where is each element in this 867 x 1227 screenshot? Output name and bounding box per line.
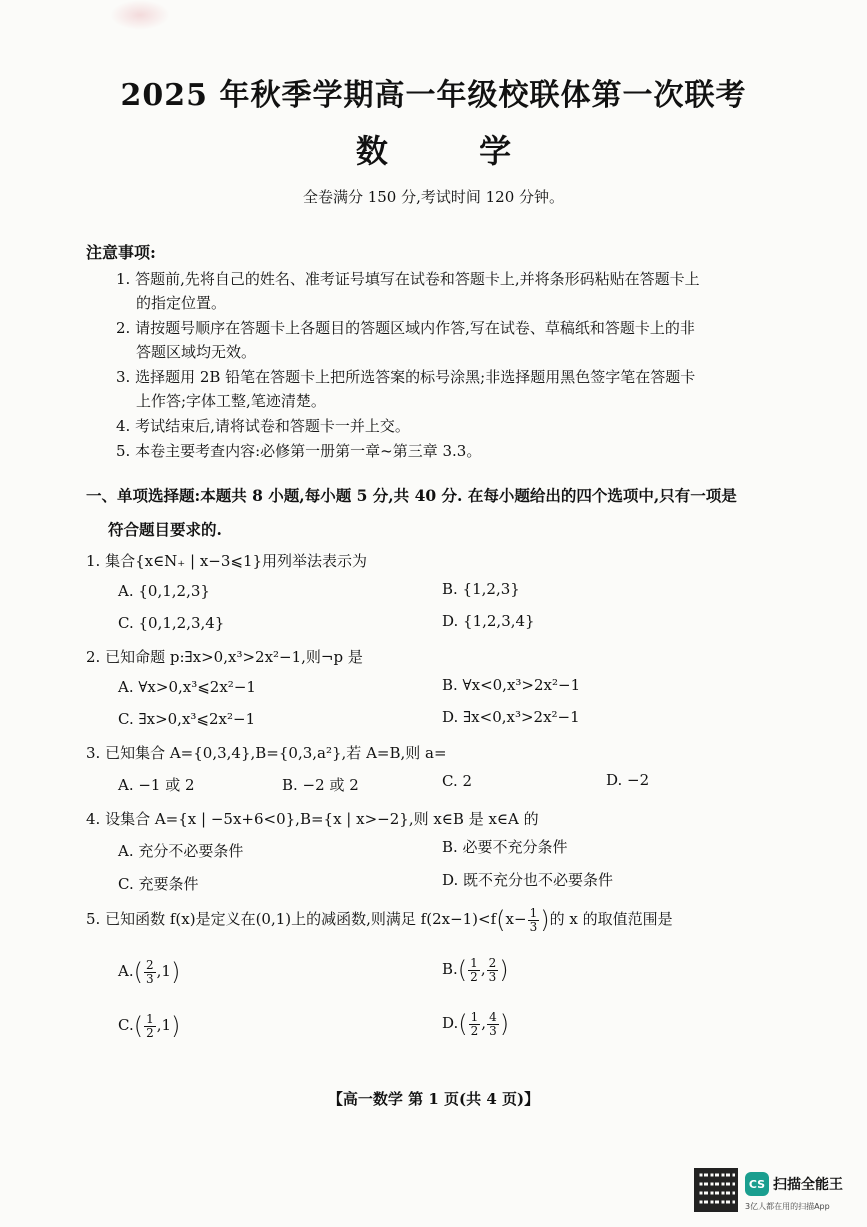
exam-info: 全卷满分 150 分,考试时间 120 分钟。 [302,188,565,206]
paren-open: ( [458,1010,468,1038]
notice-line: 上作答;字体工整,笔迹清楚。 [136,392,326,410]
scanner-tagline: 3亿人都在用的扫描App [745,1202,830,1211]
q1-option-b: B. {1,2,3} [442,580,520,598]
q5-stem-end: 的 x 的取值范围是 [549,910,673,928]
q4-option-d: D. 既不充分也不必要条件 [442,871,614,889]
notice-line: 答题区域均无效。 [136,343,257,361]
fraction-denominator: 2 [146,1025,154,1040]
notice-line: 5. 本卷主要考查内容:必修第一册第一章~第三章 3.3。 [116,442,482,460]
option-rest: ,1 [156,962,171,980]
fraction [144,959,156,986]
fraction-numerator: 1 [470,955,478,970]
paren-close: ) [499,956,509,984]
fraction [469,1011,481,1038]
q3-option-a: A. −1 或 2 [118,776,195,794]
question-1-stem: 1. 集合{x∈N₊ | x−3⩽1}用列举法表示为 [86,552,368,570]
fraction-denominator: 3 [145,971,154,986]
fraction [528,907,540,934]
scanner-app-name: 扫描全能王 [773,1177,843,1193]
q2-option-a: A. ∀x>0,x³⩽2x²−1 [118,678,256,696]
paren-open: ( [133,1012,144,1040]
qr-code-icon [694,1168,738,1212]
notice-line: 的指定位置。 [136,294,227,312]
fraction [487,1011,499,1038]
section-heading-cont: 符合题目要求的. [108,520,222,539]
question-3-stem: 3. 已知集合 A={0,3,4},B={0,3,a²},若 A=B,则 a= [86,744,447,762]
section-heading: 一、单项选择题:本题共 8 小题,每小题 5 分,共 40 分. 在每小题给出的四个选项中,只有一项是 [86,486,737,505]
fraction-numerator: 1 [146,1011,154,1026]
paren-open: ( [457,956,468,984]
q5-stem-inner: x− [505,910,527,928]
fraction [468,957,480,984]
q3-option-c: C. 2 [442,772,473,790]
fraction-denominator: 3 [529,919,538,934]
question-2-stem: 2. 已知命题 p:∃x>0,x³>2x²−1,则¬p 是 [86,648,363,666]
notice-line: 2. 请按题号顺序在答题卡上各题目的答题区域内作答,写在试卷、草稿纸和答题卡上的非 [116,319,695,337]
paren-close: ) [499,1010,510,1038]
fraction-denominator: 3 [489,1023,497,1038]
option-label: D. [442,1014,459,1032]
option-rest: ,1 [156,1016,172,1034]
q5-stem-start: 5. 已知函数 f(x)是定义在(0,1)上的减函数,则满足 f(2x−1)<f [86,910,497,928]
notice-line: 3. 选择题用 2B 铅笔在答题卡上把所选答案的标号涂黑;非选择题用黑色签字笔在答题卡 [116,368,696,386]
q5-option-b [442,956,509,984]
notice-line: 1. 答题前,先将自己的姓名、准考证号填写在试卷和答题卡上,并将条形码粘贴在答题卡上 [116,270,700,288]
fraction-numerator: 1 [529,905,538,920]
q2-option-c: C. ∃x>0,x³⩽2x²−1 [118,710,256,728]
question-4-stem: 4. 设集合 A={x | −5x+6<0},B={x | x>−2},则 x∈B 是 x∈A 的 [86,810,539,828]
fraction-numerator: 4 [489,1009,497,1024]
option-label: B. [442,960,458,978]
fraction-denominator: 2 [470,969,478,984]
option-label: A. [118,962,134,980]
paren-close: ) [540,906,550,934]
q3-option-b: B. −2 或 2 [282,776,359,794]
notice-heading: 注意事项: [86,243,156,262]
fraction-denominator: 2 [470,1023,479,1038]
q5-option-a [118,958,180,986]
option-label: C. [118,1016,134,1034]
camscanner-logo-icon: CS [745,1172,769,1196]
q1-option-c: C. {0,1,2,3,4} [118,614,225,632]
exam-title: 2025 年秋季学期高一年级校联体第一次联考 [120,78,747,113]
fraction-numerator: 1 [470,1009,479,1024]
paren-close: ) [170,958,181,986]
question-5-stem [86,906,673,934]
q3-option-d: D. −2 [606,771,650,789]
q4-option-b: B. 必要不充分条件 [442,838,568,856]
fraction-numerator: 2 [145,957,154,972]
paren-close: ) [171,1012,181,1040]
q1-option-a: A. {0,1,2,3} [118,582,210,600]
notice-line: 4. 考试结束后,请将试卷和答题卡一并上交。 [116,417,410,435]
fraction-denominator: 3 [488,969,497,984]
fraction [487,957,499,984]
q4-option-a: A. 充分不必要条件 [118,842,244,860]
comma: , [481,1014,487,1032]
q2-option-d: D. ∃x<0,x³>2x²−1 [442,708,580,726]
page-footer: 【高一数学 第 1 页(共 4 页)】 [327,1090,540,1108]
subject-title: 数 学 [355,132,552,170]
paren-open: ( [133,958,143,986]
comma: , [480,960,486,978]
paren-open: ( [496,906,506,934]
fraction [144,1013,156,1040]
q1-option-d: D. {1,2,3,4} [442,612,535,630]
fraction-numerator: 2 [488,955,497,970]
q2-option-b: B. ∀x<0,x³>2x²−1 [442,676,581,694]
q5-option-c [118,1012,180,1040]
ink-smudge [110,0,170,30]
q5-option-d [442,1010,509,1038]
q4-option-c: C. 充要条件 [118,875,199,893]
